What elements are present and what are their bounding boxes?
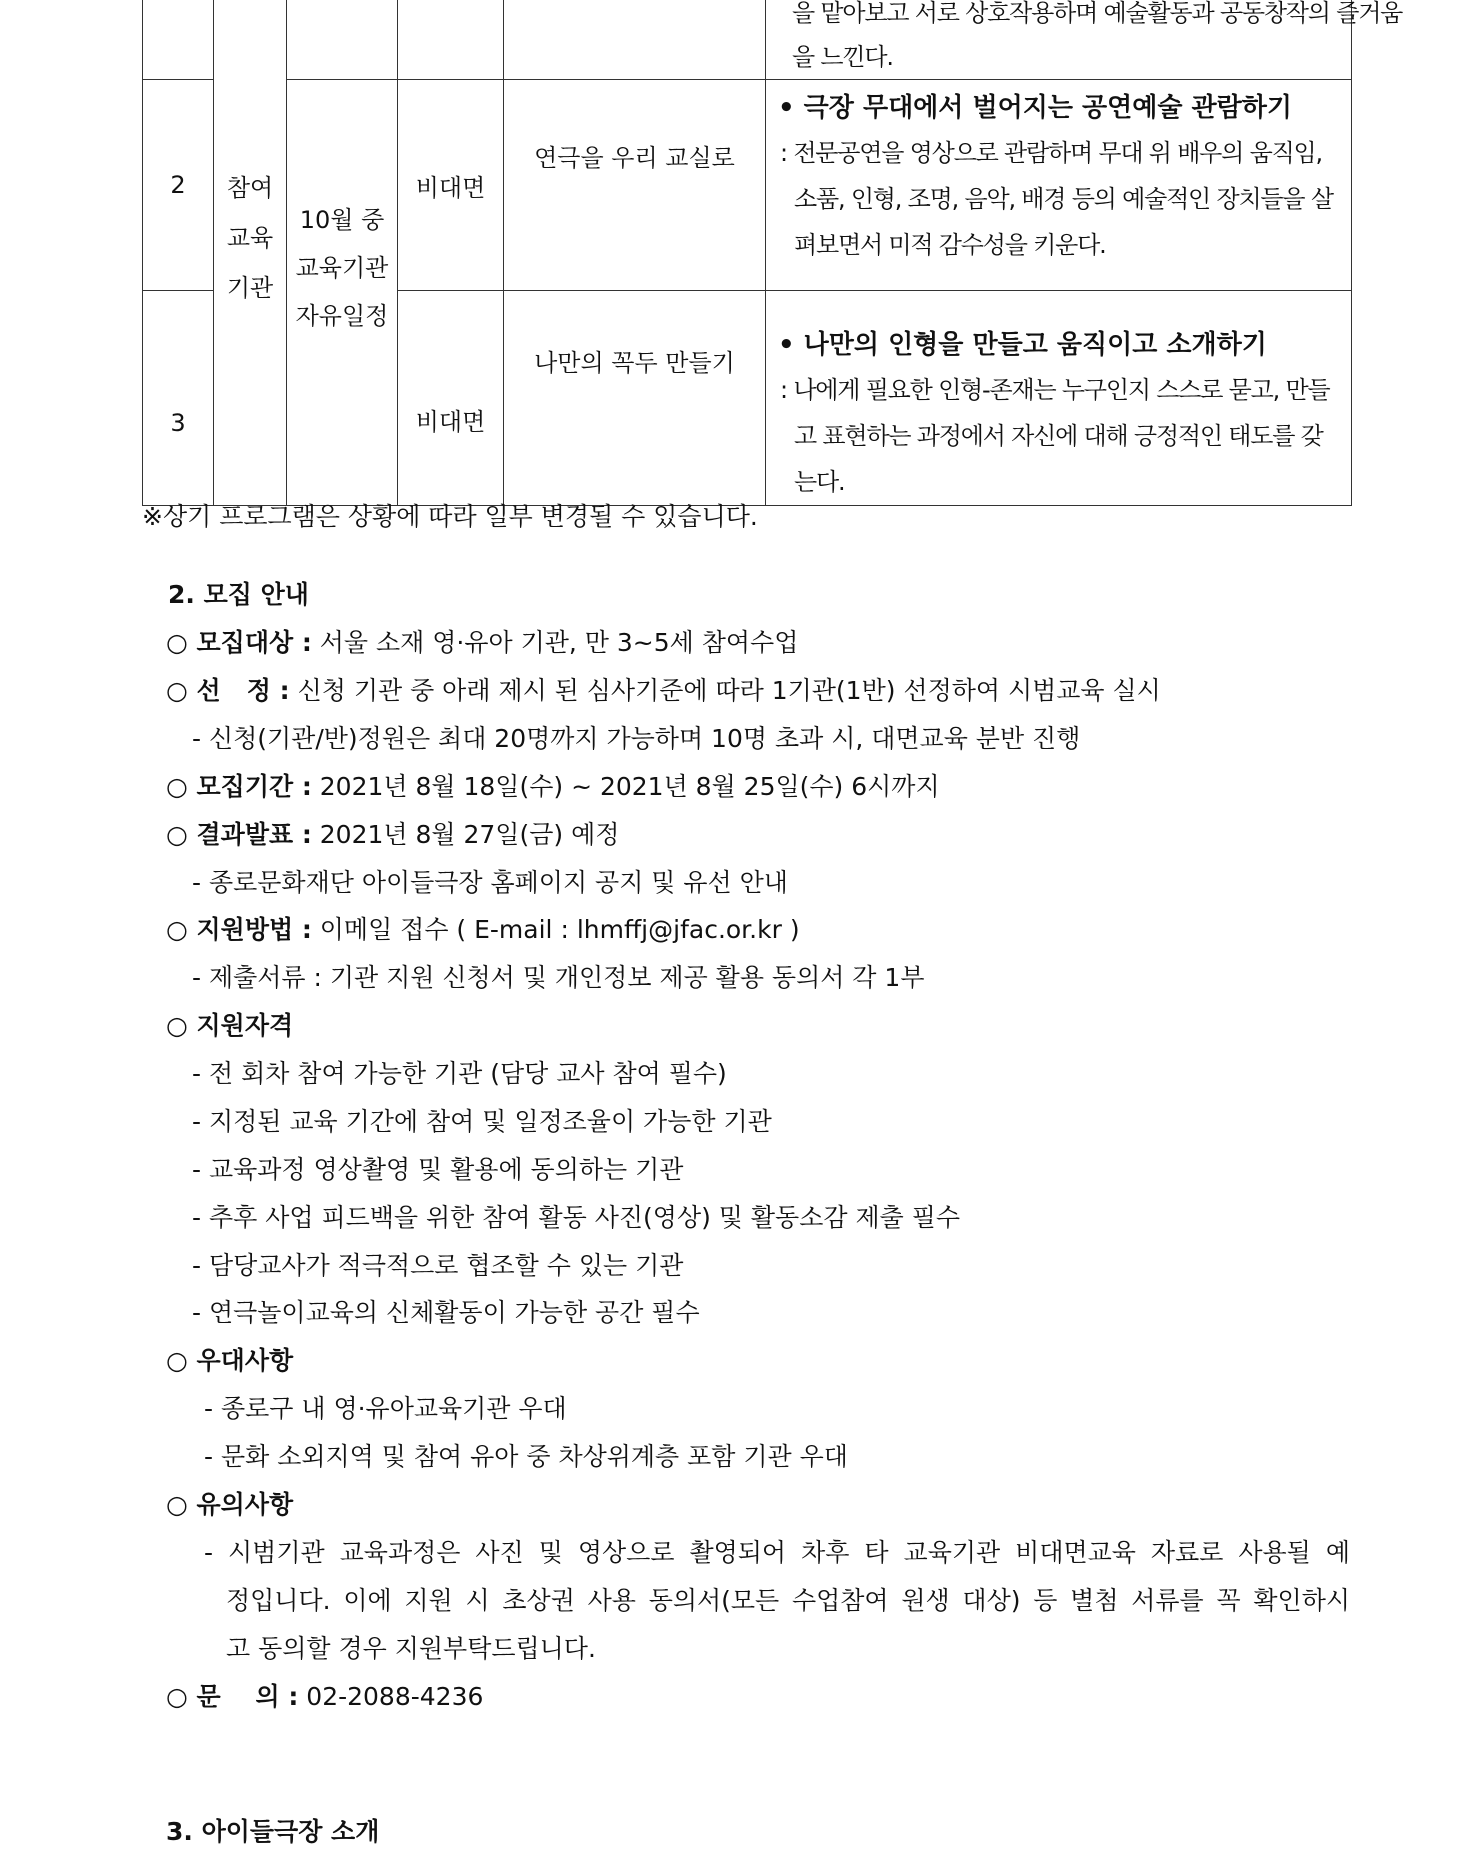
list-item: - 전 회차 참여 가능한 기관 (담당 교사 참여 필수) xyxy=(192,1059,727,1088)
list-item: - 문화 소외지역 및 참여 유아 중 차상위계층 포함 기관 우대 xyxy=(204,1442,848,1471)
activity-cell: 을 맡아보고 서로 상호작용하며 예술활동과 공동창작의 즐거움 을 느낀다. xyxy=(766,0,1352,80)
apply-line: ○ 지원방법 : 이메일 접수 ( E-mail : lhmffj@jfac.or.kr ) xyxy=(166,915,800,944)
result-line: ○ 결과발표 : 2021년 8월 27일(금) 예정 xyxy=(166,820,620,849)
result-sub: - 종로문화재단 아이들극장 홈페이지 공지 및 유선 안내 xyxy=(192,868,788,897)
program-title: 연극을 우리 교실로 xyxy=(504,80,766,291)
list-item: - 지정된 교육 기간에 참여 및 일정조율이 가능한 기관 xyxy=(192,1107,772,1136)
caution-text: 고 동의할 경우 지원부탁드립니다. xyxy=(226,1634,596,1663)
date-cell: 10월 중 교육기관 자유일정 xyxy=(287,80,398,506)
select-line: ○ 선 정 : 신청 기관 중 아래 제시 된 심사기준에 따라 1기관(1반) 선정하여 시범교육 실시 xyxy=(166,676,1161,705)
activity-title: • 극장 무대에서 벌어지는 공연예술 관람하기 xyxy=(778,93,1292,123)
row-number: 2 xyxy=(143,80,214,291)
table-row xyxy=(143,0,1352,80)
activity-cell xyxy=(766,291,1352,506)
period-line: ○ 모집기간 : 2021년 8월 18일(수) ~ 2021년 8월 25일(수) 6시까지 xyxy=(166,772,940,801)
group-cell: 참여 교육 기관 xyxy=(214,0,287,506)
program-title: 나만의 꼭두 만들기 xyxy=(504,291,766,506)
list-item: - 추후 사업 피드백을 위한 참여 활동 사진(영상) 및 활동소감 제출 필수 xyxy=(192,1203,960,1232)
mode-cell: 비대면 xyxy=(398,80,504,291)
activity-desc: : 나에게 필요한 인형-존재는 누구인지 스스로 묻고, 만들고 표현하는 과정에서 자신에 대해 긍정적인 태도를 갖는다. xyxy=(780,376,1330,496)
caution-heading: ○ 유의사항 xyxy=(166,1490,294,1519)
list-item: - 담당교사가 적극적으로 협조할 수 있는 기관 xyxy=(192,1251,684,1280)
caution-text: - 시범기관 교육과정은 사진 및 영상으로 촬영되어 차후 타 교육기관 비대면교육 자료로 사용될 예 xyxy=(204,1538,1350,1567)
section-heading: 3. 아이들극장 소개 xyxy=(166,1817,380,1846)
table-note: ※상기 프로그램은 상황에 따라 일부 변경될 수 있습니다. xyxy=(142,502,758,531)
caution-text: 정입니다. 이에 지원 시 초상권 사용 동의서(모든 수업참여 원생 대상) 등 별첨 서류를 꼭 확인하시 xyxy=(226,1586,1350,1615)
activity-desc: : 전문공연을 영상으로 관람하며 무대 위 배우의 움직임, 소품, 인형, 조명, 음악, 배경 등의 예술적인 장치들을 살펴보면서 미적 감수성을 키운다. xyxy=(780,139,1333,259)
apply-sub: - 제출서류 : 기관 지원 신청서 및 개인정보 제공 활용 동의서 각 1부 xyxy=(192,963,925,992)
list-item: - 교육과정 영상촬영 및 활용에 동의하는 기관 xyxy=(192,1155,684,1184)
section-heading: 2. 모집 안내 xyxy=(168,580,309,609)
row-number: 3 xyxy=(143,291,214,506)
target-line: ○ 모집대상 : 서울 소재 영·유아 기관, 만 3~5세 참여수업 xyxy=(166,628,799,657)
contact-line: ○ 문 의 : 02-2088-4236 xyxy=(166,1682,484,1711)
table-row xyxy=(143,80,1352,291)
program-table xyxy=(142,0,1403,506)
list-item: - 종로구 내 영·유아교육기관 우대 xyxy=(204,1394,567,1423)
select-sub: - 신청(기관/반)정원은 최대 20명까지 가능하며 10명 초과 시, 대면교육 분반 진행 xyxy=(192,724,1081,753)
list-item: - 연극놀이교육의 신체활동이 가능한 공간 필수 xyxy=(192,1298,700,1327)
preference-heading: ○ 우대사항 xyxy=(166,1346,294,1375)
activity-title: • 나만의 인형을 만들고 움직이고 소개하기 xyxy=(778,330,1267,360)
mode-cell: 비대면 xyxy=(398,291,504,506)
activity-cell xyxy=(766,80,1352,291)
qualification-heading: ○ 지원자격 xyxy=(166,1011,294,1040)
